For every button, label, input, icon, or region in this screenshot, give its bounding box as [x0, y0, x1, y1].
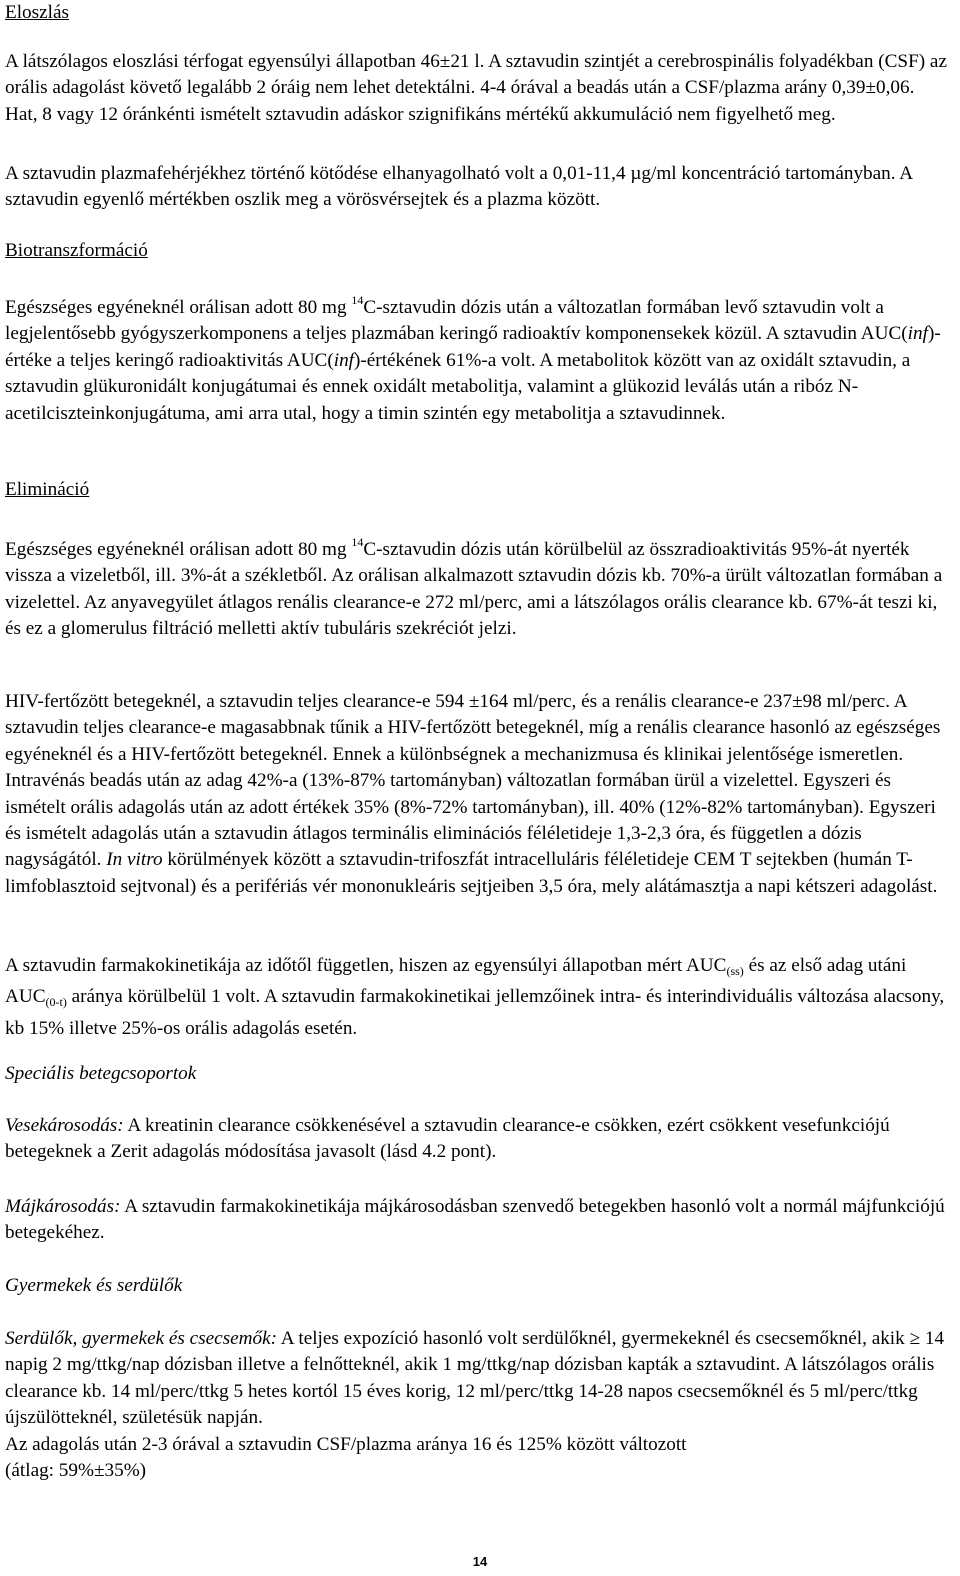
paragraph-csf-ratio: Az adagolás után 2-3 órával a sztavudin CSF/plazma aránya 16 és 125% között változott (átlag: 59%±35%): [5, 1434, 687, 1482]
paragraph-majkarosodas: Májkárosodás: A sztavudin farmakokinetikája májkárosodásban szenvedő betegekben hasonló volt a normál májfunkciójú betegekéhez.: [5, 1196, 945, 1244]
section-heading-specialis: Speciális betegcsoportok: [5, 1063, 197, 1084]
section-heading-gyermekek: Gyermekek és serdülők: [5, 1275, 183, 1296]
section-heading-biotranszformacio: Biotranszformáció: [5, 240, 148, 261]
section-heading-eliminacio: Elimináció: [5, 479, 90, 500]
paragraph-eliminacio-auc: A sztavudin farmakokinetikája az időtől független, hiszen az egyensúlyi állapotban mért $AUC_{(ss)}$ és az első adag utáni $AUC_{(0-t)}$ aránya körülbelül 1 volt. A sztavudin farmakokinetikai jellemzőinek intra- és interindividuális változása alacsony, kb 15% illetve 25%-os orális adagolás esetén.: [5, 955, 945, 1039]
paragraph-vesekarosodas: Vesekárosodás: A kreatinin clearance csökkenésével a sztavudin clearance-e csökken, ezért csökkent vesefunkciójú betegeknek a Zerit adagolás módosítása javasolt (lásd 4.2 pont).: [5, 1115, 890, 1163]
paragraph-eloszlas-2: A sztavudin plazmafehérjékhez történő kötődése elhanyagolható volt a 0,01-11,4 µg/ml koncentráció tartományban. A sztavudin egyenlő mértékben oszlik meg a vörösvérsejtek és a plazma között.: [5, 163, 913, 211]
page-number: 14: [472, 1554, 488, 1569]
paragraph-eliminacio-1: Egészséges egyéneknél orálisan adott 80 mg $^{14}$C-sztavudin dózis után körülbelül az összradioaktivitás 95%-át nyerték vissza a vizeletből, ill. 3%-át a székletből. Az orálisan alkalmazott sztavudin dózis kb. 70%-a ürült változatlan formában a vizelettel. Az anyavegyület átlagos renális clearance-e 272 ml/perc, ami a látszólagos orális clearance kb. 67%-át teszi ki, és ez a glomerulus filtráció melletti aktív tubuláris szekréciót jelzi.: [5, 535, 943, 640]
paragraph-biotranszformacio: Egészséges egyéneknél orálisan adott 80 mg $^{14}$C-sztavudin dózis után a változatlan formában levő sztavudin volt a legjelentősebb gyógyszerkomponens a teljes plazmában keringő radioaktív komponensekek közül. A sztavudin AUC(inf)-értéke a teljes keringő radioaktivitás AUC(inf)-értékének 61%-a volt. A metabolitok között van az oxidált sztavudin, a sztavudin glükuronidált konjugátumai és ennek oxidált metabolitja, valamint a glükozid leválás után a ribóz N-acetilciszteinkonjugátuma, ami arra utal, hogy a timin szintén egy metabolitja a sztavudinnek.: [5, 293, 941, 424]
section-heading-eloszlas: Eloszlás: [5, 2, 69, 23]
paragraph-eliminacio-hiv: HIV-fertőzött betegeknél, a sztavudin teljes clearance-e 594 ±164 ml/perc, és a renális clearance-e 237±98 ml/perc. A sztavudin teljes clearance-e magasabbnak tűnik a HIV-fertőzött betegeknél, míg a renális clearance hasonló az egészséges egyéneknél és a HIV-fertőzött betegeknél. Ennek a különbségnek a mechanizmusa és klinikai jelentősége ismeretlen. Intravénás beadás után az adag 42%-a (13%-87% tartományban) változatlan formában ürül a vizelettel. Egyszeri és ismételt orális adagolás után az adott értékek 35% (8%-72% tartományban), ill. 40% (12%-82% tartományban). Egyszeri és ismételt adagolás után a sztavudin átlagos terminális eliminációs féléletideje 1,3-2,3 óra, és független a dózis nagyságától. In vitro körülmények között a sztavudin-trifoszfát intracelluláris féléletideje CEM T sejtekben (humán T-limfoblasztoid sejtvonal) és a perifériás vér mononukleáris sejtjeiben 3,5 óra, mely alátámasztja a napi kétszeri adagolást.: [5, 691, 941, 897]
paragraph-eloszlas-1: A látszólagos eloszlási térfogat egyensúlyi állapotban 46±21 l. A sztavudin szintjét a cerebrospinális folyadékban (CSF) az orális adagolást követő legalább 2 óráig nem lehet detektálni. 4-4 órával a beadás után a CSF/plazma arány 0,39±0,06. Hat, 8 vagy 12 óránkénti ismételt sztavudin adáskor szignifikáns mértékű akkumuláció nem figyelhető meg.: [5, 51, 947, 125]
paragraph-serdulok: Serdülők, gyermekek és csecsemők: A teljes expozíció hasonló volt serdülőknél, gyermekeknél és csecsemőknél, akik ≥ 14 napig 2 mg/ttkg/nap dózisban illetve a felnőtteknél, akik 1 mg/ttkg/nap dózisban kapták a sztavudint. A látszólagos orális clearance kb. 14 ml/perc/ttkg 5 hetes kortól 15 éves korig, 12 ml/perc/ttkg 14-28 napos csecsemőknél és 5 ml/perc/ttkg újszülötteknél, születésük napján.: [5, 1328, 945, 1429]
